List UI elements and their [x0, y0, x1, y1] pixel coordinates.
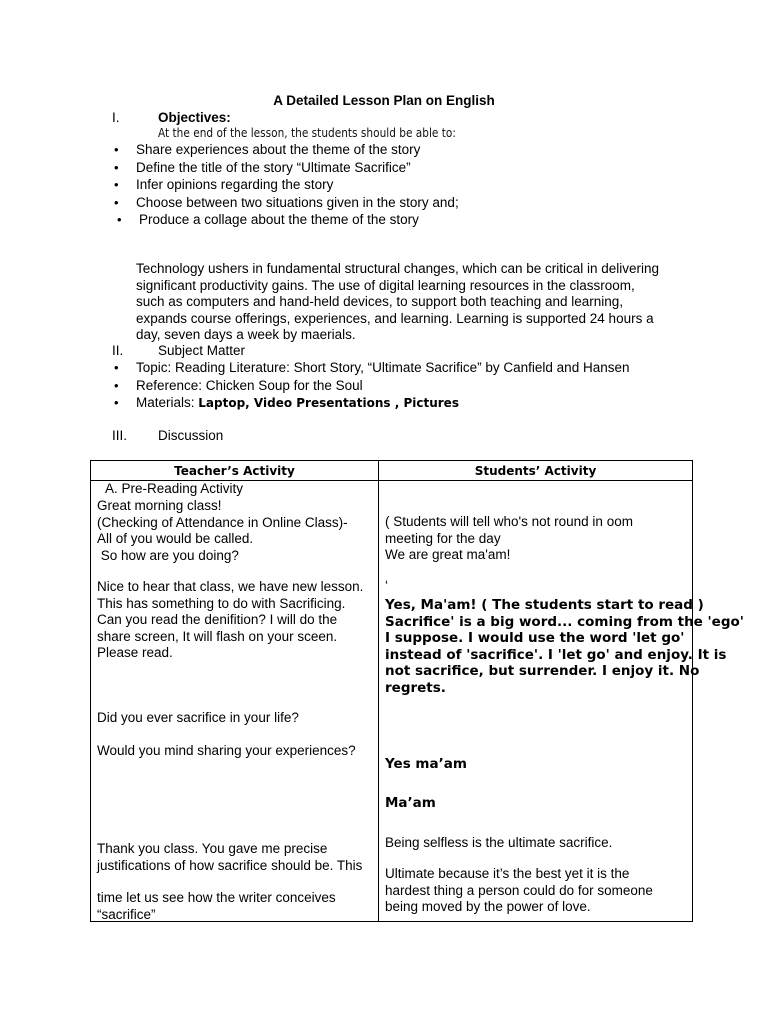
text-line: not sacrifice, but surrender. I enjoy it. No [385, 663, 700, 679]
objectives-heading: Objectives: [158, 110, 231, 125]
text-line: share screen, It will flash on your sceen. [97, 628, 338, 644]
students-block-1 [385, 514, 633, 564]
text-line: Can you read the denifition? I will do the [97, 612, 338, 627]
list-item: • Define the title of the story “Ultimate Sacrifice” [136, 159, 459, 177]
students-yes-maam: Yes ma’am [385, 756, 467, 772]
students-selfless: Being selfless is the ultimate sacrifice. [385, 835, 613, 850]
discussion-numeral: III. [112, 428, 128, 443]
students-activity-header: Students’ Activity [379, 461, 693, 481]
subject-matter-numeral: II. [112, 343, 124, 358]
text-line: regrets. [385, 679, 446, 696]
text-line: So how are you doing? [97, 547, 239, 563]
paragraph-line: Technology ushers in fundamental structural changes, which can be critical in delivering [136, 261, 660, 276]
subject-matter-list [136, 359, 629, 412]
text-line: I suppose. I would use the word 'let go' [385, 630, 685, 646]
text-line: Thank you class. You gave me precise [97, 841, 328, 856]
teacher-block-1 [97, 498, 348, 564]
teacher-block-3 [97, 841, 362, 874]
objectives-numeral: I. [112, 110, 120, 125]
text-line: Ultimate because it’s the best yet it is the [385, 866, 630, 881]
list-item: • Produce a collage about the theme of the story [139, 211, 459, 229]
materials-item [136, 394, 629, 412]
teacher-question-1: Did you ever sacrifice in your life? [97, 710, 299, 725]
paragraph-line: expands course offerings, experiences, and learning. Learning is supported 24 hours a [136, 310, 654, 326]
activity-table [90, 460, 744, 922]
text-line: meeting for the day [385, 530, 501, 546]
discussion-heading: Discussion [158, 428, 224, 443]
list-item: • Share experiences about the theme of the story [136, 141, 459, 159]
text-line: Please read. [97, 645, 173, 660]
paragraph-line: such as computers and hand-held devices, to support both teaching and learning, [136, 294, 624, 309]
objectives-list [136, 141, 459, 229]
text-line: time let us see how the writer conceives [97, 890, 336, 905]
pre-reading-heading: A. Pre-Reading Activity [105, 481, 244, 496]
list-item: • Infer opinions regarding the story [136, 176, 459, 194]
students-tick-mark: ‘ [385, 578, 388, 593]
teacher-activity-cell [91, 481, 379, 922]
text-line: All of you would be called. [97, 531, 254, 546]
students-block-3 [385, 866, 653, 916]
paragraph-line: day, seven days a week by maerials. [136, 327, 356, 342]
materials-label: Materials: [136, 395, 199, 410]
text-line: We are great ma'am! [385, 547, 511, 562]
text-line: Great morning class! [97, 498, 222, 513]
subject-matter-heading: Subject Matter [158, 343, 246, 358]
text-line: Yes, Ma'am! ( The students start to read ) [385, 597, 704, 613]
teacher-block-4 [97, 890, 336, 923]
students-block-2 [385, 597, 744, 696]
document-title: A Detailed Lesson Plan on English [273, 93, 495, 108]
table-row [91, 481, 693, 922]
list-item: • Choose between two situations given in the story and; [136, 194, 459, 212]
text-line: instead of 'sacrifice'. I 'let go' and enjoy. It is [385, 646, 727, 663]
teacher-block-2 [97, 579, 363, 662]
students-maam: Ma’am [385, 795, 436, 811]
text-line: being moved by the power of love. [385, 899, 591, 914]
text-line: (Checking of Attendance in Online Class)- [97, 514, 348, 530]
text-line: justifications of how sacrifice should be. This [97, 857, 363, 873]
table-header-row [91, 461, 693, 481]
objectives-intro: At the end of the lesson, the students should be able to: [158, 126, 456, 140]
materials-value: Laptop, Video Presentations , Pictures [198, 396, 459, 410]
teacher-question-2: Would you mind sharing your experiences? [97, 743, 356, 758]
text-line: This has something to do with Sacrificing. [97, 595, 346, 611]
topic-item: • Topic: Reading Literature: Short Story, “Ultimate Sacrifice” by Canfield and Hansen [136, 359, 629, 377]
reference-item: • Reference: Chicken Soup for the Soul [136, 377, 629, 395]
paragraph-line: significant productivity gains. The use of digital learning resources in the classroom, [136, 277, 635, 293]
text-line: hardest thing a person could do for someone [385, 882, 653, 898]
technology-paragraph [136, 261, 696, 344]
students-activity-cell [379, 481, 744, 922]
text-line: ( Students will tell who's not round in oom [385, 514, 633, 529]
text-line: Nice to hear that class, we have new lesson. [97, 579, 364, 594]
teacher-activity-header: Teacher’s Activity [91, 461, 379, 481]
text-line: “sacrifice” [97, 906, 156, 922]
text-line: Sacrifice' is a big word... coming from the 'ego' [385, 613, 744, 630]
